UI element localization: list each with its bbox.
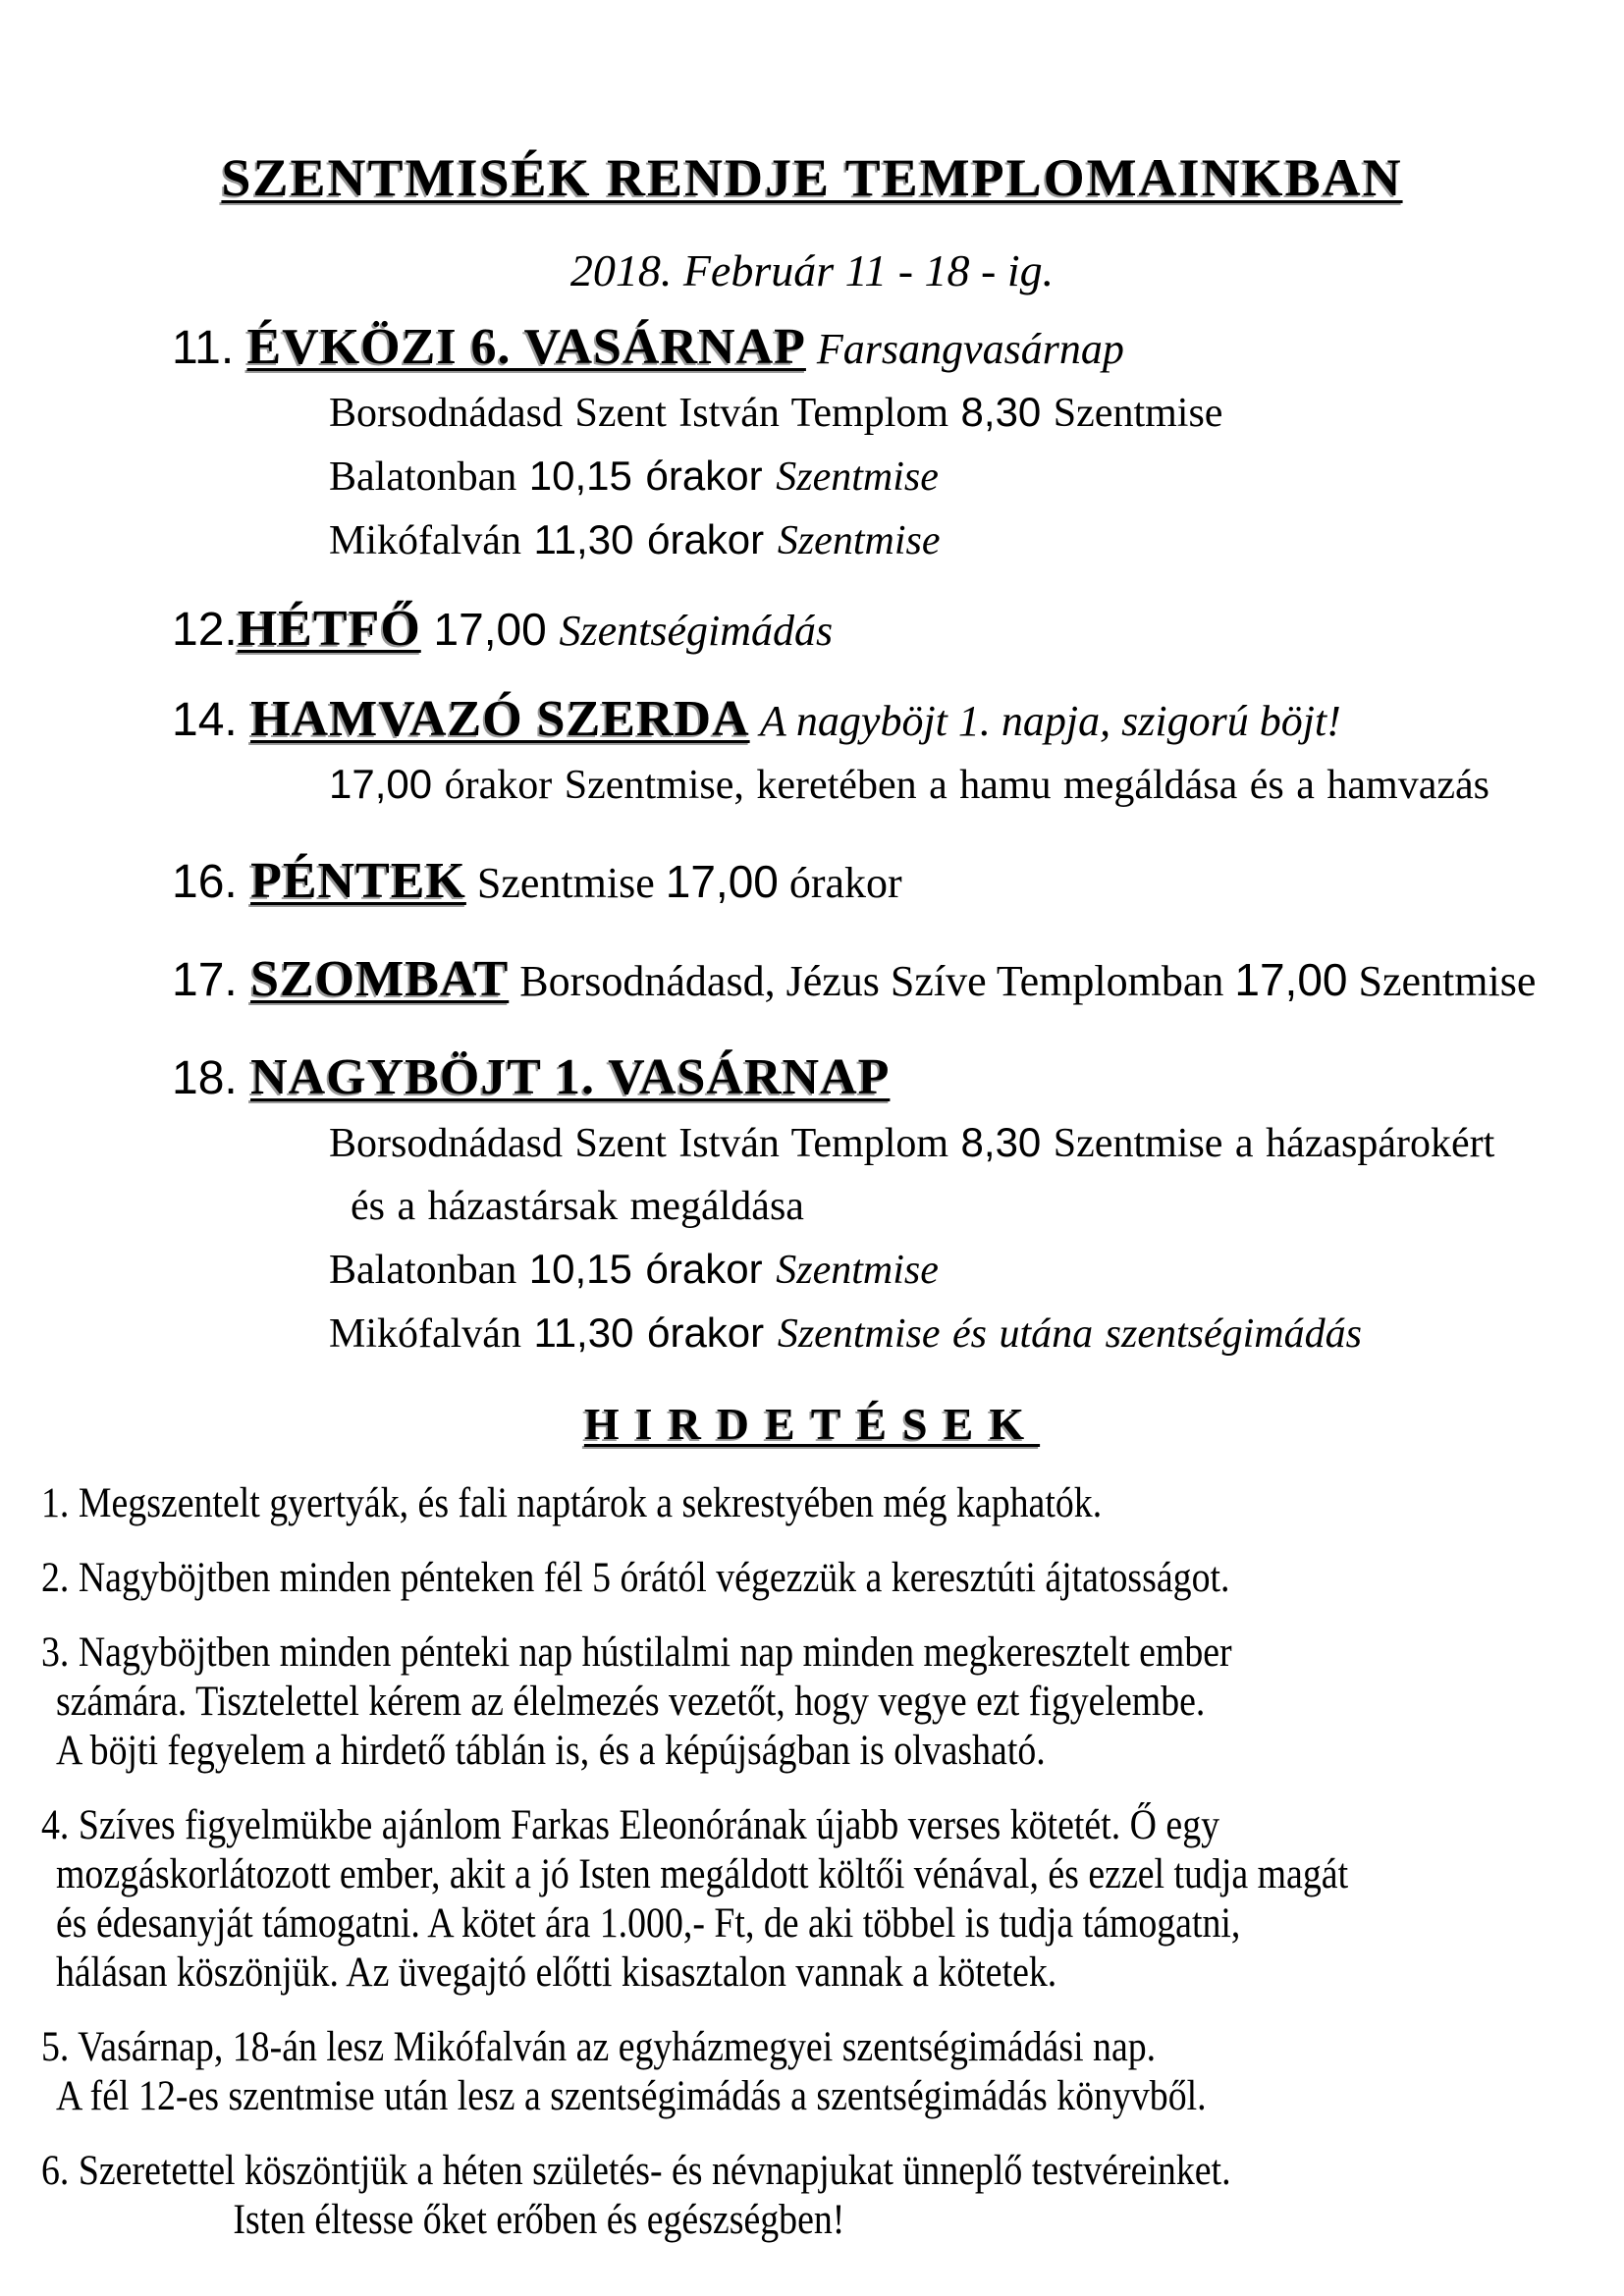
announcement-line: 1. Megszentelt gyertyák, és fali naptárok a sekrestyében még kaphatók. xyxy=(41,1480,1103,1526)
subline-text-segment: 10,15 órakor xyxy=(528,1246,777,1292)
subline-text-segment: és a házastársak megáldása xyxy=(351,1184,804,1229)
schedule-subline xyxy=(172,1302,1604,1365)
subline-text-segment: 8,30 xyxy=(960,1119,1042,1165)
subline-text-segment: Szentmise xyxy=(777,518,941,563)
announcement-line: és édesanyját támogatni. A kötet ára 1.000,- Ft, de aki többel is tudja támogatni, xyxy=(55,1900,1241,1947)
subline-text-segment: Borsodnádasd Szent István Templom xyxy=(329,1121,961,1166)
announcement-item-5 xyxy=(41,2023,1604,2121)
schedule-entry-head xyxy=(172,688,1604,753)
entry-text-segment: órakor xyxy=(778,859,902,907)
entry-day-number: 12. xyxy=(172,604,238,656)
announcement-line: A böjti fegyelem a hirdető táblán is, és a képújságban is olvasható. xyxy=(55,1728,1046,1774)
schedule-entry-16 xyxy=(172,850,1604,915)
announcement-line: 6. Szeretettel köszöntjük a héten születés- és névnapjukat ünneplő testvéreinket. xyxy=(41,2148,1231,2194)
document-title: SZENTMISÉK RENDJE TEMPLOMAINKBAN xyxy=(221,148,1403,207)
entry-text-segment: A nagyböjt 1. napja, szigorú böjt! xyxy=(749,697,1341,745)
announcement-line: számára. Tisztelettel kérem az élelmezés vezetőt, hogy vegye ezt figyelembe. xyxy=(55,1679,1206,1725)
entry-day-number: 14. xyxy=(172,694,251,746)
schedule-entry-head xyxy=(172,1046,1604,1111)
subline-text-segment: Szentmise a házaspárokért xyxy=(1041,1121,1495,1166)
subline-text-segment: Szentmise xyxy=(1041,391,1223,436)
entry-text-segment: 17,00 xyxy=(665,856,779,907)
announcement-line: 4. Szíves figyelmükbe ajánlom Farkas Eleonórának újabb verses kötetét. Ő egy xyxy=(41,1802,1220,1848)
schedule-entry-11 xyxy=(172,316,1604,572)
announcement-line: Isten éltesse őket erőben és egészségben! xyxy=(233,2197,845,2243)
subline-text-segment: Szentmise xyxy=(776,454,939,500)
announcement-item-2 xyxy=(41,1554,1604,1603)
announcements-list xyxy=(0,1479,1624,2245)
entry-text-segment: 17,00 xyxy=(1234,954,1348,1005)
document-subtitle: 2018. Február 11 - 18 - ig. xyxy=(569,245,1055,295)
entry-text-segment: Borsodnádasd, Jézus Szíve Templomban xyxy=(509,957,1235,1005)
subline-text-segment: Mikófalván xyxy=(329,518,534,563)
entry-text-segment: 17,00 xyxy=(420,604,560,655)
entry-day-number: 16. xyxy=(172,856,251,908)
entry-day-name: SZOMBAT xyxy=(250,951,510,1007)
subline-text-segment: 11,30 órakor xyxy=(533,516,778,562)
entry-day-name: NAGYBÖJT 1. VASÁRNAP xyxy=(250,1049,891,1105)
schedule-subline xyxy=(172,1238,1604,1302)
schedule-subline xyxy=(172,753,1604,817)
entry-text-segment: Farsangvasárnap xyxy=(805,325,1124,373)
subline-text-segment: órakor Szentmise, keretében a hamu megáldása és a hamvazás xyxy=(432,763,1489,808)
schedule-subline xyxy=(172,445,1604,508)
schedule-entry-head xyxy=(172,850,1604,915)
schedule-entry-head xyxy=(172,598,1604,663)
announcements-heading: HIRDETÉSEK xyxy=(583,1399,1041,1449)
entry-text-segment: Szentmise xyxy=(1347,957,1537,1005)
subline-text-segment: Szentmise xyxy=(776,1248,939,1293)
entry-day-name: HÉTFŐ xyxy=(237,601,421,657)
subline-text-segment: 10,15 órakor xyxy=(528,453,777,499)
schedule-entry-head xyxy=(172,316,1604,381)
entry-day-name: HAMVAZÓ SZERDA xyxy=(250,691,750,747)
entry-day-name: PÉNTEK xyxy=(250,853,466,909)
entry-text-segment: Szentmise xyxy=(465,859,666,907)
subline-text-segment: 8,30 xyxy=(960,389,1042,435)
entry-day-number: 18. xyxy=(172,1052,251,1104)
schedule-subline xyxy=(172,1111,1604,1175)
announcement-line: hálásan köszönjük. Az üvegajtó előtti kisasztalon vannak a kötetek. xyxy=(55,1949,1057,1996)
subline-text-segment: Balatonban xyxy=(329,454,529,500)
announcement-line: mozgáskorlátozott ember, akit a jó Isten megáldott költői vénával, és ezzel tudja magát xyxy=(55,1851,1349,1897)
entry-text-segment: Szentségimádás xyxy=(559,607,834,655)
announcement-line: 5. Vasárnap, 18-án lesz Mikófalván az egyházmegyei szentségimádási nap. xyxy=(41,2024,1157,2070)
entry-day-name: ÉVKÖZI 6. VASÁRNAP xyxy=(246,319,806,375)
mass-schedule-list xyxy=(0,316,1624,1365)
announcement-line: 2. Nagyböjtben minden pénteken fél 5 órától végezzük a keresztúti ájtatosságot. xyxy=(41,1555,1230,1601)
schedule-entry-14 xyxy=(172,688,1604,817)
entry-day-number: 17. xyxy=(172,954,251,1006)
subline-text-segment: 11,30 órakor xyxy=(533,1309,778,1356)
subline-text-segment: Mikófalván xyxy=(329,1311,534,1357)
announcement-item-6 xyxy=(41,2147,1604,2245)
announcement-line: 3. Nagyböjtben minden pénteki nap hústilalmi nap minden megkeresztelt ember xyxy=(41,1629,1232,1676)
schedule-entry-17 xyxy=(172,948,1604,1013)
announcement-item-1 xyxy=(41,1479,1604,1528)
subline-text-segment: Borsodnádasd Szent István Templom xyxy=(329,391,961,436)
subline-text-segment: Balatonban xyxy=(329,1248,529,1293)
subline-text-segment: 17,00 xyxy=(329,761,433,807)
schedule-subline xyxy=(172,508,1604,572)
announcement-line: A fél 12-es szentmise után lesz a szentségimádás a szentségimádás könyvből. xyxy=(55,2073,1207,2119)
announcement-item-4 xyxy=(41,1801,1604,1998)
schedule-entry-head xyxy=(172,948,1604,1013)
entry-day-number: 11. xyxy=(172,322,247,374)
schedule-entry-12 xyxy=(172,598,1604,663)
schedule-entry-18 xyxy=(172,1046,1604,1365)
announcement-item-3 xyxy=(41,1629,1604,1776)
subline-text-segment: Szentmise és utána szentségimádás xyxy=(777,1311,1362,1357)
schedule-subline xyxy=(172,1175,1604,1238)
schedule-subline xyxy=(172,381,1604,445)
